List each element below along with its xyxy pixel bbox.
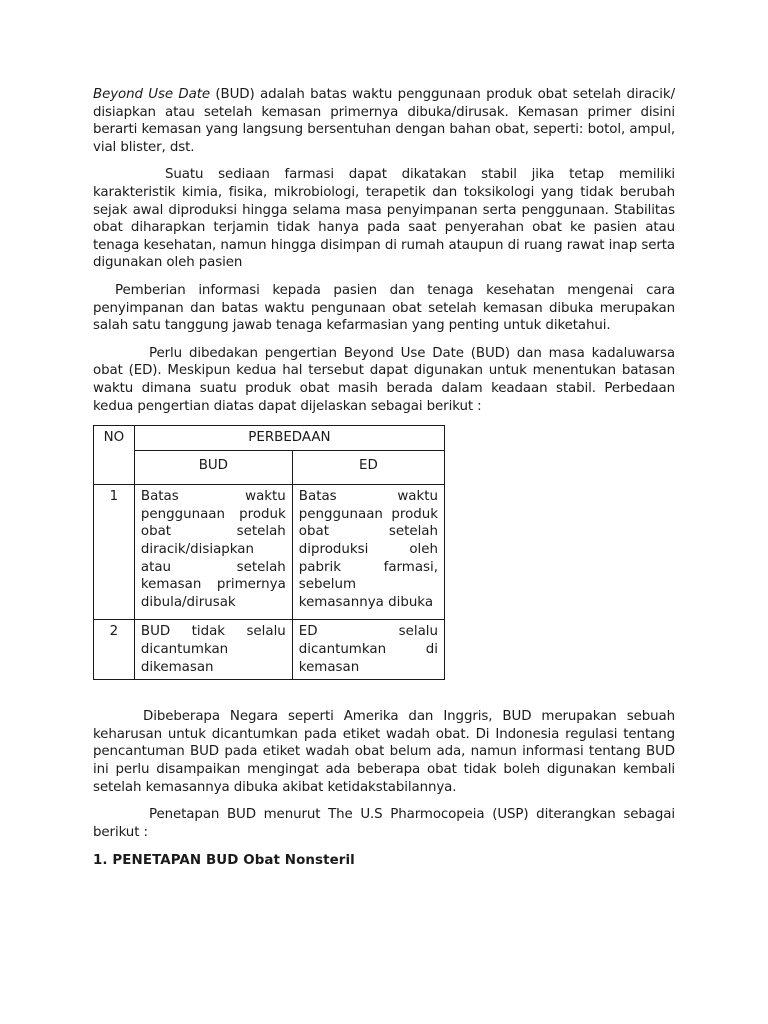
row-bud-cell: Batas waktu penggunaan produk obat setelah diracik/disiapkan atau setelah kemasan primernya dibula/dirusak (134, 485, 292, 620)
paragraph-bud-vs-ed: Perlu dibedakan pengertian Beyond Use Date (BUD) dan masa kadaluwarsa obat (ED). Meskipun kedua hal tersebut dapat digunakan untuk menentukan batasan waktu dimana suatu produk obat masih berada dalam keadaan stabil. Perbedaan kedua pengertian diatas dapat dijelaskan sebagai berikut : (93, 345, 675, 414)
paragraph-stability: Suatu sediaan farmasi dapat dikatakan stabil jika tetap memiliki karakteristik kimia, fisika, mikrobiologi, terapetik dan toksikologi yang tidak berubah sejak awal diproduksi hingga selama masa penyimpanan serta penggunaan. Stabilitas obat diharapkan terjamin tidak hanya pada saat penyerahan obat ke pasien atau tenaga kesehatan, namun hingga disimpan di rumah ataupun di ruang rawat inap serta digunakan oleh pasien (93, 167, 675, 271)
table-subheader-row (94, 450, 445, 485)
row-bud-cell: BUD tidak selalu dicantumkan dikemasan (134, 620, 292, 680)
header-ed: ED (292, 450, 444, 485)
table-row (94, 620, 445, 680)
table-header-row (94, 426, 445, 451)
row-number: 1 (94, 485, 135, 620)
row-number: 2 (94, 620, 135, 680)
row-ed-cell: ED selalu dicantumkan di kemasan (292, 620, 444, 680)
bud-term: Beyond Use Date (93, 87, 211, 102)
paragraph-bud-definition (93, 86, 675, 156)
table-row (94, 485, 445, 620)
paragraph-information: Pemberian informasi kepada pasien dan tenaga kesehatan mengenai cara penyimpanan dan batas waktu pengunaan obat setelah kemasan dibuka merupakan salah satu tanggung jawab tenaga kefarmasian yang penting untuk diketahui. (93, 282, 675, 334)
row-ed-cell: Batas waktu penggunaan produk obat setelah diproduksi oleh pabrik farmasi, sebelum kemasannya dibuka (292, 485, 444, 620)
header-perbedaan: PERBEDAAN (134, 426, 444, 451)
comparison-table (93, 425, 445, 680)
header-bud: BUD (134, 450, 292, 485)
section-heading: 1. PENETAPAN BUD Obat Nonsteril (93, 853, 355, 869)
paragraph-regulation: Dibeberapa Negara seperti Amerika dan Inggris, BUD merupakan sebuah keharusan untuk dicantumkan pada etiket wadah obat. Di Indonesia regulasi tentang pencantuman BUD pada etiket wadah obat belum ada, namun informasi tentang BUD ini perlu disampaikan mengingat ada beberapa obat tidak boleh digunakan kembali setelah kemasannya dibuka akibat ketidakstabilannya. (93, 709, 675, 795)
header-no: NO (94, 426, 135, 485)
bud-definition-text: (BUD) adalah batas waktu penggunaan produk obat setelah diracik/ disiapkan atau setelah kemasan primernya dibuka/dirusak. Kemasan primer disini berarti kemasan yang langsung bersentuhan dengan bahan obat, seperti: botol, ampul, vial blister, dst. (93, 87, 675, 155)
paragraph-usp: Penetapan BUD menurut The U.S Pharmocopeia (USP) diterangkan sebagai berikut : (93, 807, 675, 840)
